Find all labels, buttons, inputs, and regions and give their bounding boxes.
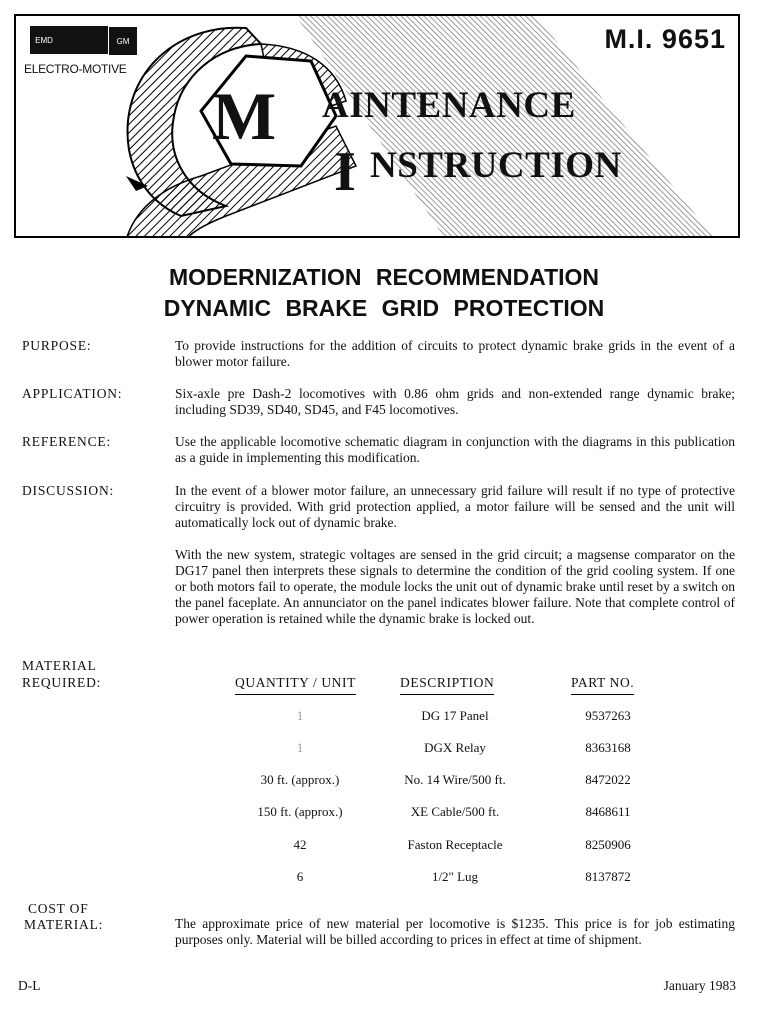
part-number-header: PART NO. <box>571 675 634 695</box>
qty-cell: 1 <box>296 708 304 723</box>
qty-cell: 42 <box>293 837 307 852</box>
description-cell: DG 17 Panel <box>421 708 489 723</box>
part-number-cell: 8468611 <box>585 804 631 819</box>
material-label-line-2: REQUIRED: <box>22 675 102 690</box>
part-number-cell: 8472022 <box>585 772 631 787</box>
discussion-label: DISCUSSION: <box>22 483 115 498</box>
qty-cell: 150 ft. (approx.) <box>257 804 343 819</box>
qty-cell: 30 ft. (approx.) <box>260 772 340 787</box>
cost-label-line-2: MATERIAL: <box>24 917 104 932</box>
word-aintenance: AINTENANCE <box>322 85 576 126</box>
discussion-text-1: In the event of a blower motor failure, an unnecessary grid failure will result if no type of protective circuitry is provided. With grid protection applied, a motor failure will be sensed and the unit will automatically lock out of dynamic brake. <box>175 483 735 530</box>
part-number-cell: 8137872 <box>585 869 631 884</box>
maintenance-instruction-banner <box>14 14 740 238</box>
word-nstruction: NSTRUCTION <box>370 145 622 186</box>
qty-cell: 1 <box>296 740 304 755</box>
description-cell: DGX Relay <box>424 740 486 755</box>
discussion-text-2: With the new system, strategic voltages are sensed in the grid circuit; a magsense comparator on the DG17 panel then interprets these signals to determine the condition of the grid cooling system. If one or both motors fail to operate, the module locks the unit out of dynamic brake until reset by a switch on the panel faceplate. An annunciator on the panel indicates blower failure. Note that complete control of power operation is retained while the dynamic brake is locked out. <box>175 547 735 626</box>
footer-code: D-L <box>18 978 41 993</box>
reference-label: REFERENCE: <box>22 434 112 449</box>
description-cell: Faston Receptacle <box>407 837 503 852</box>
mi-number: M.I. 9651 <box>604 24 726 54</box>
application-text: Six-axle pre Dash-2 locomotives with 0.86 ohm grids and non-extended range dynamic brake; including SD39, SD40, SD45, and F45 locomotives. <box>175 386 735 417</box>
qty-header: QUANTITY / UNIT <box>235 675 356 695</box>
reference-text: Use the applicable locomotive schematic diagram in conjunction with the diagrams in this publication as a guide in implementing this modification. <box>175 434 735 465</box>
gm-logo: GM <box>108 26 138 56</box>
big-letter-i: I <box>334 141 356 203</box>
footer-date: January 1983 <box>663 978 736 993</box>
part-number-cell: 8363168 <box>585 740 631 755</box>
big-letter-m: M <box>212 78 277 154</box>
purpose-label: PURPOSE: <box>22 338 92 353</box>
description-cell: 1/2" Lug <box>431 869 479 884</box>
description-header: DESCRIPTION <box>400 675 494 695</box>
cost-label-line-1: COST OF <box>28 901 89 916</box>
material-label-line-1: MATERIAL <box>22 658 97 673</box>
document-title-line-1: MODERNIZATION RECOMMENDATION <box>168 264 600 290</box>
part-number-cell: 9537263 <box>585 708 631 723</box>
description-cell: No. 14 Wire/500 ft. <box>404 772 506 787</box>
logo-bar <box>58 26 108 54</box>
qty-cell: 6 <box>296 869 304 884</box>
brand-name: ELECTRO-MOTIVE <box>24 62 127 76</box>
emd-logo: EMD <box>30 26 58 54</box>
purpose-text: To provide instructions for the addition of circuits to protect dynamic brake grids in the event of a blower motor failure. <box>175 338 735 369</box>
part-number-cell: 8250906 <box>585 837 631 852</box>
cost-text: The approximate price of new material per locomotive is $1235. This price is for job estimating purposes only. Material will be billed according to prices in effect at time of shipment. <box>175 916 735 947</box>
document-title-line-2: DYNAMIC BRAKE GRID PROTECTION <box>163 295 605 321</box>
application-label: APPLICATION: <box>22 386 123 401</box>
description-cell: XE Cable/500 ft. <box>410 804 500 819</box>
